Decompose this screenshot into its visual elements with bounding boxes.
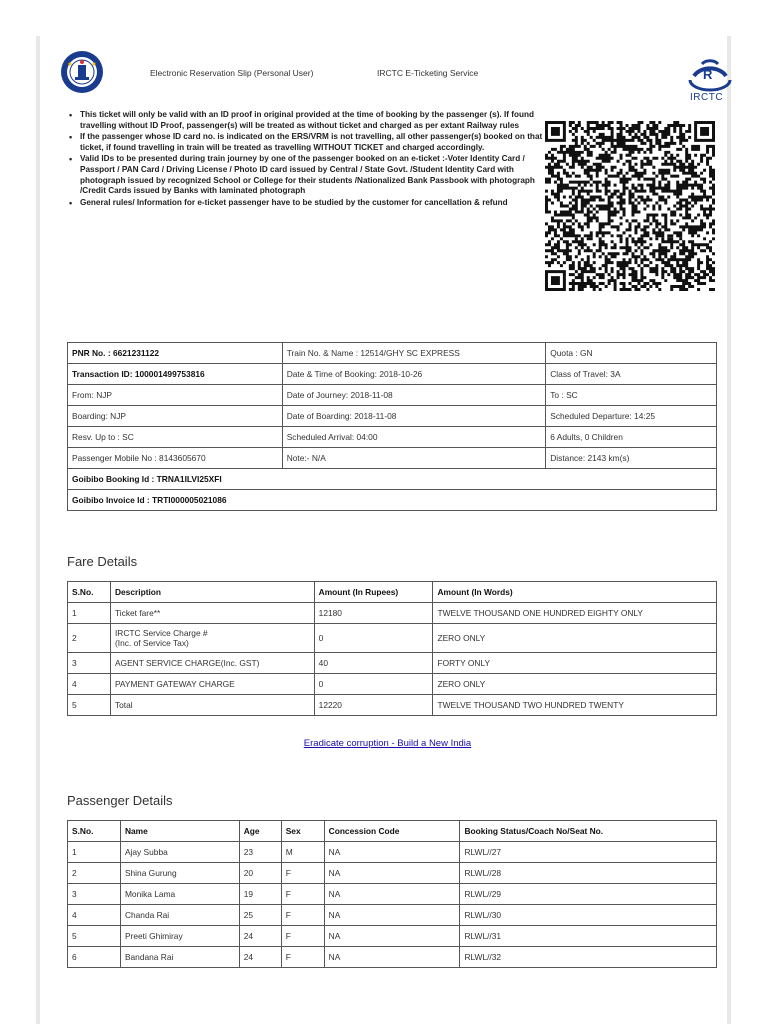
table-cell: 4 [68, 674, 111, 695]
boarding-date: Date of Boarding: 2018-11-08 [282, 406, 546, 427]
from-station: From: NJP [68, 385, 283, 406]
table-cell: IRCTC Service Charge # (Inc. of Service Tax) [110, 624, 314, 653]
table-cell: F [281, 884, 324, 905]
reservation-upto: Resv. Up to : SC [68, 427, 283, 448]
scheduled-departure: Scheduled Departure: 14:25 [546, 406, 717, 427]
passenger-details-heading: Passenger Details [67, 793, 173, 808]
column-header: S.No. [68, 821, 121, 842]
table-cell: 4 [68, 905, 121, 926]
table-cell: 6 [68, 947, 121, 968]
table-row [68, 926, 717, 947]
table-cell: 0 [314, 624, 433, 653]
table-row [68, 905, 717, 926]
ticket-page [36, 36, 731, 1024]
table-row [68, 406, 717, 427]
table-cell: Preeti Ghimiray [120, 926, 239, 947]
table-cell: FORTY ONLY [433, 653, 717, 674]
table-row [68, 448, 717, 469]
table-row [68, 343, 717, 364]
table-row [68, 695, 717, 716]
table-cell: 19 [239, 884, 281, 905]
table-cell: 23 [239, 842, 281, 863]
table-row [68, 653, 717, 674]
goibibo-booking-id: Goibibo Booking Id : TRNA1ILVI25XFI [68, 469, 717, 490]
table-cell: 1 [68, 603, 111, 624]
table-cell: 2 [68, 863, 121, 884]
booking-date: Date & Time of Booking: 2018-10-26 [282, 364, 546, 385]
table-cell: NA [324, 884, 460, 905]
fare-details-table [67, 581, 717, 716]
rule-item: • Valid IDs to be presented during train journey by one of the passenger booked on an e-ticket :-Voter Identity Card / Passport / PAN Card / Driving License / Photo ID card issued by Central / State Govt. /Student Identity Card with photograph issued by recognized School or College for their students /Nationalized Bank Passbook with photograph /Credit Cards issued by Banks with laminated photograph [80, 154, 550, 196]
table-header-row [68, 582, 717, 603]
eradicate-corruption-link[interactable]: Eradicate corruption - Build a New India [303, 738, 472, 749]
passenger-details-table [67, 820, 717, 968]
goibibo-invoice-id: Goibibo Invoice Id : TRTI000005021086 [68, 490, 717, 511]
table-cell: NA [324, 926, 460, 947]
column-header: Name [120, 821, 239, 842]
table-cell: F [281, 947, 324, 968]
table-cell: F [281, 926, 324, 947]
table-cell: RLWL//27 [460, 842, 717, 863]
table-row [68, 603, 717, 624]
boarding-station: Boarding: NJP [68, 406, 283, 427]
table-row [68, 427, 717, 448]
table-cell: Bandana Rai [120, 947, 239, 968]
table-cell: Monika Lama [120, 884, 239, 905]
table-cell: F [281, 863, 324, 884]
scheduled-arrival: Scheduled Arrival: 04:00 [282, 427, 546, 448]
table-row [68, 364, 717, 385]
table-cell: 5 [68, 926, 121, 947]
irctc-logo-icon [686, 50, 734, 98]
table-cell: 1 [68, 842, 121, 863]
irctc-brand-text: IRCTC [690, 92, 724, 103]
passenger-count: 6 Adults, 0 Children [546, 427, 717, 448]
journey-date: Date of Journey: 2018-11-08 [282, 385, 546, 406]
svg-text:R: R [703, 67, 713, 82]
table-cell: 5 [68, 695, 111, 716]
table-row [68, 863, 717, 884]
table-cell: Total [110, 695, 314, 716]
table-cell: 25 [239, 905, 281, 926]
table-cell: TWELVE THOUSAND TWO HUNDRED TWENTY [433, 695, 717, 716]
column-header: Age [239, 821, 281, 842]
table-cell: AGENT SERVICE CHARGE(Inc. GST) [110, 653, 314, 674]
table-cell: 20 [239, 863, 281, 884]
rule-item: • General rules/ Information for e-ticket passenger have to be studied by the customer for cancellation & refund [80, 198, 550, 209]
table-cell: NA [324, 947, 460, 968]
table-cell: Shina Gurung [120, 863, 239, 884]
column-header: S.No. [68, 582, 111, 603]
fare-details-heading: Fare Details [67, 554, 138, 569]
distance: Distance: 2143 km(s) [546, 448, 717, 469]
table-cell: 0 [314, 674, 433, 695]
ticket-rules-list [68, 110, 550, 209]
column-header: Amount (In Words) [433, 582, 717, 603]
table-cell: RLWL//28 [460, 863, 717, 884]
table-row [68, 884, 717, 905]
table-cell: NA [324, 905, 460, 926]
table-cell: 12180 [314, 603, 433, 624]
train-name: Train No. & Name : 12514/GHY SC EXPRESS [282, 343, 546, 364]
table-cell: RLWL//31 [460, 926, 717, 947]
table-cell: 40 [314, 653, 433, 674]
table-cell: 24 [239, 926, 281, 947]
table-cell: ZERO ONLY [433, 674, 717, 695]
table-header-row [68, 821, 717, 842]
rule-item: • If the passenger whose ID card no. is indicated on the ERS/VRM is not travelling, all other passenger(s) booked on that ticket, if found travelling in train will be treated as travelling WITHOUT TICKET and charged accordingly. [80, 132, 550, 153]
booking-details-table [67, 342, 717, 511]
table-cell: RLWL//30 [460, 905, 717, 926]
table-row [68, 624, 717, 653]
table-cell: RLWL//32 [460, 947, 717, 968]
table-cell: 2 [68, 624, 111, 653]
table-cell: Chanda Rai [120, 905, 239, 926]
rule-item: • This ticket will only be valid with an ID proof in original provided at the time of booking by the passenger (s). If found travelling without ID Proof, passenger(s) will be treated as without ticket and charged as per extant Railway rules [80, 110, 550, 131]
table-cell: PAYMENT GATEWAY CHARGE [110, 674, 314, 695]
table-cell: M [281, 842, 324, 863]
column-header: Amount (In Rupees) [314, 582, 433, 603]
service-title: IRCTC E-Ticketing Service [377, 68, 479, 78]
table-cell: F [281, 905, 324, 926]
column-header: Concession Code [324, 821, 460, 842]
qr-code [545, 121, 715, 293]
header [50, 44, 740, 104]
column-header: Booking Status/Coach No/Seat No. [460, 821, 717, 842]
table-cell: 12220 [314, 695, 433, 716]
quota: Quota : GN [546, 343, 717, 364]
table-row [68, 385, 717, 406]
table-row [68, 674, 717, 695]
passenger-mobile: Passenger Mobile No : 8143605670 [68, 448, 283, 469]
table-row [68, 469, 717, 490]
pnr-number: PNR No. : 6621231122 [68, 343, 283, 364]
note: Note:- N/A [282, 448, 546, 469]
indian-railways-emblem-icon [60, 50, 104, 94]
column-header: Description [110, 582, 314, 603]
table-cell: ZERO ONLY [433, 624, 717, 653]
to-station: To : SC [546, 385, 717, 406]
table-row [68, 947, 717, 968]
table-row [68, 490, 717, 511]
table-cell: 3 [68, 653, 111, 674]
table-cell: 3 [68, 884, 121, 905]
travel-class: Class of Travel: 3A [546, 364, 717, 385]
qr-code-modules [545, 121, 715, 291]
column-header: Sex [281, 821, 324, 842]
table-row [68, 842, 717, 863]
table-cell: Ajay Subba [120, 842, 239, 863]
table-cell: NA [324, 842, 460, 863]
table-cell: TWELVE THOUSAND ONE HUNDRED EIGHTY ONLY [433, 603, 717, 624]
ers-title: Electronic Reservation Slip (Personal User) [150, 68, 314, 78]
table-cell: 24 [239, 947, 281, 968]
transaction-id: Transaction ID: 100001499753816 [68, 364, 283, 385]
table-cell: Ticket fare** [110, 603, 314, 624]
table-cell: RLWL//29 [460, 884, 717, 905]
table-cell: NA [324, 863, 460, 884]
